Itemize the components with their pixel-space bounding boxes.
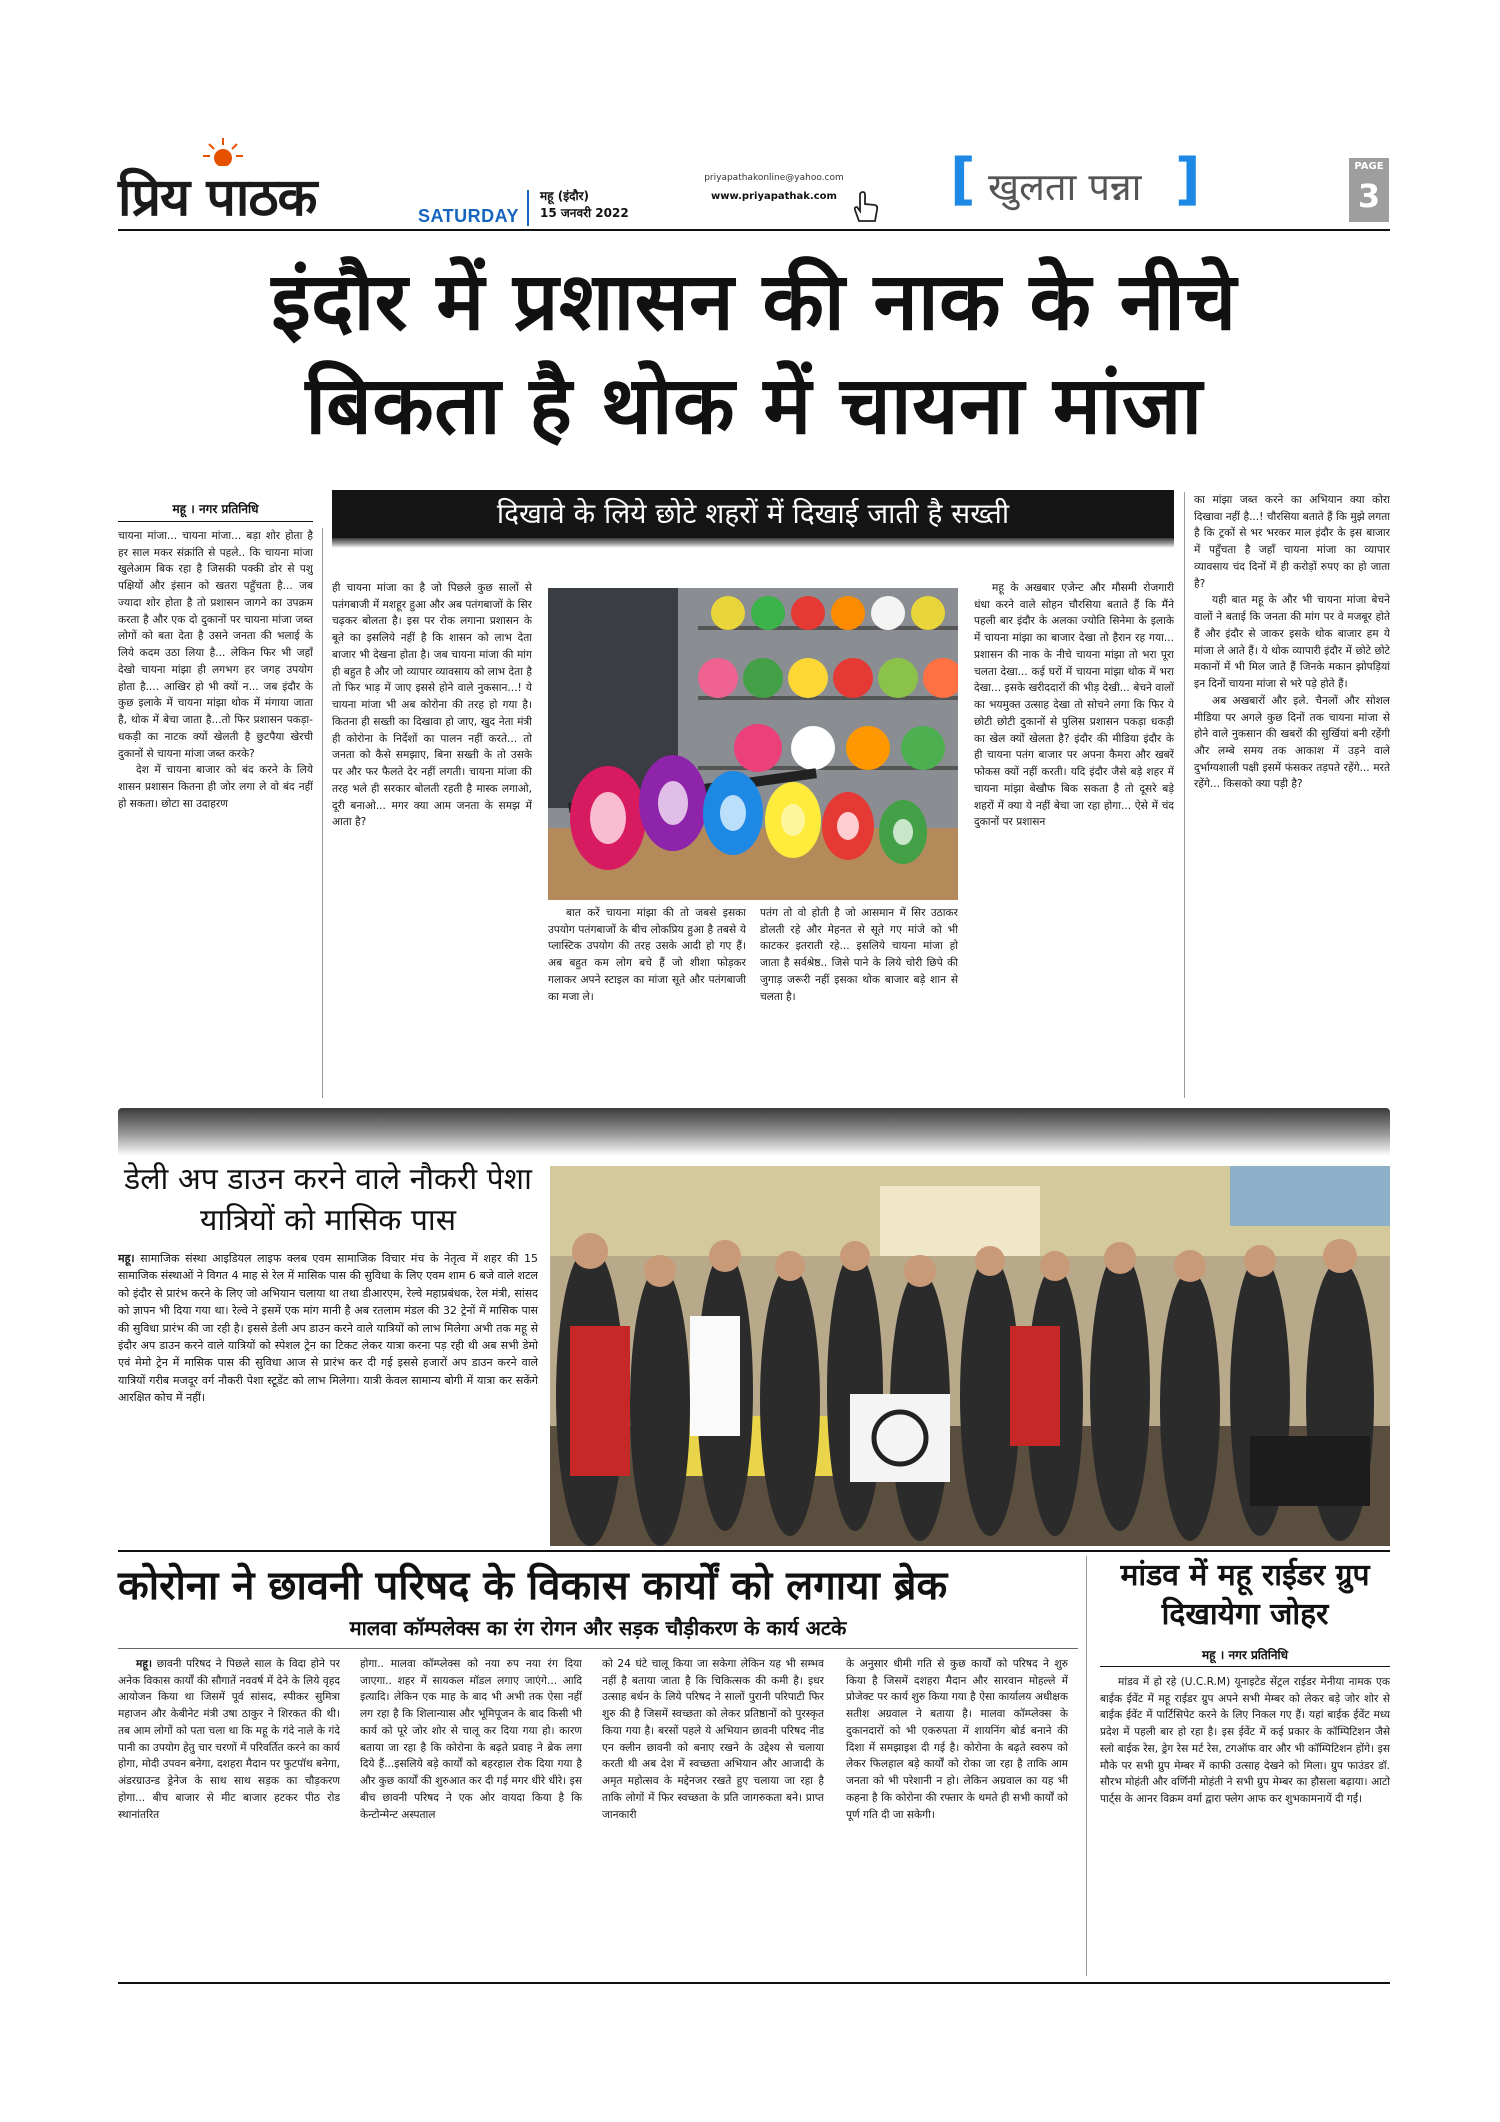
rider-byline-rule	[1100, 1666, 1390, 1667]
lead-column-5	[974, 580, 1174, 1098]
corona-story-headline: कोरोना ने छावनी परिषद के विकास कार्यों को लगाया ब्रेक	[118, 1563, 948, 1609]
place-label: महू (इंदौर)	[540, 189, 589, 203]
rider-group-photo	[550, 1166, 1390, 1546]
banner-shadow	[332, 538, 1174, 548]
rider-story-para: मांडव में हो रहे (U.C.R.M) यूनाइटेड सेंट्रल राईडर मेनीया नामक एक बाईक ईवेंट में महू राईडर ग्रुप अपने सभी मेम्बर को लेकर बड़े जोर शोर से बाईक ईवेंट में पार्टिसिपेट करने के लिए निकल गए हैं। यहां बाईक ईवेंट मध्य प्रदेश में पहली बार हो रहा है। इस ईवेंट में कई प्रकार के कॉम्पिटिशन जैसे स्लो बाईक रेस, ड्रेग रेस मर्ट रेस, टगऑफ वार और भी कॉम्पिटिशन होंगे। इस मौके पर सभी ग्रुप मेम्बर में काफी उत्साह देखने को मिला। ग्रुप फाउंडर डॉ. सौरभ मोहंती और वर्णिनी मोहंती ने सभी ग्रुप मेम्बर का हौसला बढ़ाया। आटो पार्ट्स के आनर विक्रम वर्मा द्वारा फ्लेग आफ कर शुभकामनायें दी गईं।	[1100, 1676, 1390, 1806]
masthead	[0, 147, 1500, 230]
website-link[interactable]: www.priyapathak.com	[711, 191, 837, 203]
lead-col6-para2: यही बात महू के और भी चायना मांजा बेचने वालों ने बताई कि जनता की मांग पर वे मजबूर होते हैं और इंदौर से जाकर इसके थोक बाजार हम ये मांजा ले आते हैं। ये थोक व्यापारी इंदौर में छोटे छोटे मकानों में भी मिल जाते हैं जिनके मकान झोपड़ियां इन दिनों चायना मांजा से भरे पड़े होते हैं।	[1194, 594, 1390, 691]
bracket-right-icon: ]	[1175, 147, 1201, 212]
page-bottom-rule	[118, 1982, 1390, 1984]
pointer-hand-icon	[850, 190, 880, 224]
kite-spool-photo	[548, 588, 958, 900]
manjha-reels-image	[548, 588, 958, 900]
section-name: खुलता पन्ना	[988, 165, 1142, 209]
lead-col3-para: बात करें चायना मांझा की तो जबसे इसका उपयोग पतंगबाजों के बीच लोकप्रिय हुआ है तबसे ये प्लास्टिक उपयोग की तरह उसके आदी हो गए हैं। अब बहुत कम लोग बचे हैं जो शीशा फोड़कर गलाकर अपने स्टाइल का मांजा सूते और पतंगबाजी का मजा ले।	[548, 907, 746, 1003]
corona-col1-text	[118, 1656, 340, 1823]
corona-story-subhead: मालवा कॉम्पलेक्स का रंग रोगन और सड़क चौड़ीकरण के कार्य अटके	[349, 1616, 847, 1640]
lead-col6-para1: का मांझा जब्त करने का अभियान क्या कोरा दिखावा नहीं है...! चौरसिया बताते हैं कि मुझे लगता है कि ट्रकों से भर भरकर माल इंदौर के इस बाजार में पहुँचता है जहाँ चायना मांजा का व्यापार व्यावसाय चंद दिनों में ही करोड़ों रुपए का हो जाता है?	[1194, 494, 1390, 590]
lead-col1-para1: चायना मांजा... चायना मांजा... बड़ा शोर होता है हर साल मकर संक्रांति से पहले.. कि चायना मांजा खुलेआम बिक रहा है जिसकी पक्की डोर से पशु पक्षियों और इंसान को खतरा पहुँचता है... जब ज्यादा शोर होता है तो प्रशासन जागने का उपक्रम करता है और एक दो दुकानों पर चायना मांजा जब्त लोगों को बता देता है उसने जनता की भलाई के लिये कदम उठा लिया है... लेकिन फिर भी जहाँ देखो चायना मांझा ही लगभग हर जगह उपयोग होता है.... आखिर हो भी क्यों न... जब इंदौर के कुछ इलाके में चायना मांझा थोक में मंगाया जाता है, थोक में बेचा जाता है...तो फिर प्रशासन पकड़ा- धकड़ी का नाटक क्यों खेलती है छुटपैया खेरची दुकानों से चायना मांजा जब्त करके?	[118, 530, 313, 760]
weekday-label: SATURDAY	[418, 206, 520, 226]
corona-lead: महू।	[136, 1658, 152, 1670]
lead-headline-line1: इंदौर में प्रशासन की नाक के नीचे	[271, 255, 1237, 348]
group-photo-image	[550, 1166, 1390, 1546]
pass-story-body	[118, 1250, 538, 1542]
pass-story-headline: डेली अप डाउन करने वाले नौकरी पेशा यात्रियों को मासिक पास	[124, 1162, 532, 1238]
date-label: 15 जनवरी 2022	[540, 206, 629, 221]
corona-col4-para: के अनुसार धीमी गति से कुछ कार्यों को परिषद ने शुरु किया है जिसमें दशहरा मैदान और सारवान मोहल्ले में प्रोजेक्ट पर कार्य शुरु किया गया है ऐसा कार्यालय अधीक्षक सतीश अग्रवाल ने बताया है। मालवा कॉम्प्लेक्स के दुकानदारों को भी एकरुपता में शायनिंग बोर्ड बनाने की दिशा में समझाइश दी गई है। कोरोना के बढ़ते स्वरुप को लेकर फिलहाल बड़े कार्यों को रोका जा रहा है ताकि आम जनता को भी परेशानी न हो। लेकिन अग्रवाल का यह भी कहना है कि कोरोना की रफ्तार के थमते ही सभी कार्यों को पूर्ण गति दी जा सकेगी।	[846, 1658, 1068, 1821]
section-tag	[950, 147, 1210, 216]
lead-column-6	[1194, 492, 1390, 1098]
byline-rule	[118, 521, 313, 522]
masthead-rule	[118, 229, 1390, 231]
dateline	[540, 188, 629, 223]
lead-column-2	[332, 580, 532, 1098]
pass-story-para: सामाजिक संस्था आइडियल लाइफ क्लब एवम सामाजिक विचार मंच के नेतृत्व में शहर की 15 सामाजिक संस्थाओं ने विगत 4 माह से रेल में मासिक पास की सुविधा के लिए एवम शाम 6 बजे वाले शटल को इंदौर से प्रारंभ करने के लिए जो अभियान चलाया था तथा डीआरएम, रेल्वे महाप्रबंधक, रेल मंत्री, सांसद को ज्ञापन भी दिया गया था। रेल्वे ने इसमें एक मांग मानी है अब रतलाम मंडल की 32 ट्रेनों में मासिक पास की सुविधा प्रारंभ की जा रही है। इससे डेली अप डाउन करने वाले यात्रियों को लाभ मिलेगा अभी तक महू से इंदौर अप डाउन करने वाले यात्रियों को स्पेशल ट्रेन का टिकट लेकर यात्रा करना पड़ रही थी अब सभी डेमो एवं मेमो ट्रेन में मासिक पास की सुविधा आज से प्रारंभ कर दी गई इससे हजारों अप डाउन करने वाले यात्रियों गरीब मजदूर वर्ग नौकरी पेशा स्टूडेंट को लाभ मिलेगा। यात्री केवल सामान्य बोगी में यात्रा कर सकेंगे आरक्षित कोच में नहीं।	[118, 1252, 538, 1404]
corona-column-2	[360, 1656, 582, 1976]
lead-byline	[118, 500, 313, 522]
lead-headline	[118, 250, 1390, 458]
byline-text: महू । नगर प्रतिनिधि	[172, 502, 259, 516]
corona-column-3	[602, 1656, 824, 1976]
pass-story-lead: महू।	[118, 1252, 135, 1265]
page-number-box	[1349, 158, 1389, 222]
corona-column-1	[118, 1656, 340, 1976]
dateline-rule	[527, 190, 529, 226]
lead-banner: दिखावे के लिये छोटे शहरों में दिखाई जाती है सख्ती	[332, 490, 1174, 538]
lead-column-1	[118, 528, 313, 1098]
lead-col5-para: महू के अखबार एजेन्ट और मौसमी रोजगारी धंधा करने वाले सोहन चौरसिया बताते हैं कि मैंने पहली बार इंदौर के अलका ज्योति सिनेमा के इलाके में चायना मांझा का बाजार देखा तो हैरान रह गया... प्रशासन की नाक के नीचे चायना मांझा तो भरा पूरा चलता देखा... कई घरों में चायना मांझा थोक में भरा देखा... इसके खरीददारों की भीड़ देखी... बेचने वालों का भयमुक्त उत्साह देखा तो सोचने लगा कि फिर ये छोटी छोटी दुकानों से पुलिस प्रशासन पकड़ा धकड़ी का खेल क्यों खेलता है? इंदौर की मीडिया इंदौर के ही चायना पतंग बाजार पर अपना कैमरा और खबरें फोकस क्यों नहीं करती। यदि इंदौर जैसे बड़े शहर में चायना मांझा बेखौफ बिक सकता है तो दूसरे बड़े शहरों में क्या ये नहीं बेचा जा रहा होगा... ऐसे में चंद दुकानों पर प्रशासन	[974, 582, 1174, 829]
corona-subhead-rule	[118, 1648, 1078, 1649]
column-divider	[1184, 492, 1185, 1098]
lead-col4-para: पतंग तो वो होती है जो आसमान में सिर उठाकर डोलती रहे और मेहनत से सूते गए मांजे को भी काटकर इतराती रहे... इसलिये चायना मांजा हो जाता है सर्वश्रेष्ठ.. जिसे पाने के लिये चोरी छिपे की जुगाड़ जरूरी नहीं इसका थोक बाजार बड़े शान से चलता है।	[760, 907, 958, 1003]
newspaper-logo	[118, 160, 388, 228]
corona-col2-para: होगा.. मालवा कॉम्प्लेक्स को नया रुप नया रंग दिया जाएगा.. शहर में सायकल मॉडल लगाए जाएंगे... आदि इत्यादि। लेकिन एक माह के बाद भी अभी तक ऐसा नहीं लग रहा है कि शिलान्यास और भूमिपूजन के बाद किसी भी कार्य को पूरे जोर शोर से चालू कर दिया गया हो। कारण बताया जा रहा है कि कोरोना के बढ़ते प्रवाह ने ब्रेक लगा दिये हैं...इसलिये बड़े कार्यों को बहरहाल रोक दिया गया है और कुछ कार्यों की शुरुआत कर दी गई मगर धीरे धीरे। इस बीच छावनी परिषद ने एक ओर वायदा किया है कि केन्टोन्मेन्ट अस्पताल	[360, 1658, 582, 1821]
column-divider	[322, 528, 323, 1098]
lead-headline-line2: बिकता है थोक में चायना मांजा	[305, 359, 1203, 452]
rider-story-headline: मांडव में महू राईडर ग्रुप दिखायेगा जोहर	[1120, 1558, 1370, 1632]
page-label: PAGE	[1354, 161, 1384, 172]
corona-col3-para: को 24 घंटे चालू किया जा सकेगा लेकिन यह भी सम्भव नहीं है बताया जाता है कि चिकित्सक की कमी है। इधर उत्साह बर्धन के लिये परिषद ने सालों पुरानी परिपाटी फिर शुरु की है जिसमें स्वच्छता को लेकर प्रतिष्ठानों को पुरस्कृत किया गया है। बरसों पहले ये अभियान छावनी परिषद नीड एन क्लीन छावनी को बनाए रखने के उद्देश्य से चलाया करती थी अब देश में स्वच्छता अभियान और आजादी के अमृत महोत्सव के मद्देनजर रखते हुए चलाया जा रहा है ताकि लोगों में फिर स्वच्छता के प्रति जागरुकता बने। प्राप्त जानकारी	[602, 1658, 824, 1821]
lead-col6-para3: अब अखबारों और इले. चैनलों और सोशल मीडिया पर अगले कुछ दिनों तक चायना मांजा से होने वाले नुकसान की खबरों की सुर्खियां बनी रहेंगी और लम्बे समय तक आकाश में उड़ने वाले दुर्भाग्यशाली पक्षी इसमें फंसकर तड़पते रहेंगे... मरते रहेंगे... किसको क्या पड़ी है?	[1194, 694, 1390, 791]
section-divider-shadow	[118, 1108, 1390, 1156]
section-rule	[118, 1550, 1390, 1552]
lead-column-4	[760, 905, 958, 1098]
email-link[interactable]: priyapathakonline@yahoo.com	[704, 173, 844, 183]
temple-sun-icon	[200, 136, 246, 166]
rider-story-byline: महू । नगर प्रतिनिधि	[1202, 1648, 1288, 1662]
bracket-left-icon: [	[950, 147, 976, 212]
corona-column-4	[846, 1656, 1068, 1976]
lead-col1-para2: देश में चायना बाजार को बंद करने के लिये शासन प्रशासन कितना ही जोर लगा ले वो बंद नहीं हो सकता। छोटा सा उदाहरण	[118, 764, 313, 810]
rider-story-body	[1100, 1674, 1390, 1974]
pass-story-text	[118, 1250, 538, 1406]
corona-col1-para: छावनी परिषद ने पिछले साल के विदा होने पर अनेक विकास कार्यों की सौगातें नववर्ष में देने के लिये वृहद आयोजन किया था जिसमें पूर्व सांसद, स्पीकर सुमित्रा महाजन और केबीनेट मंत्री उषा ठाकुर ने शिरकत की थी। तब आम लोगों को पता चला था कि महू के गंदे नाले के गंदे पानी का उपयोग हेतु चार चरणों में परिवर्तित करने का कार्य होगा, मोदी उपवन बनेगा, दशहरा मैदान पर फुटपॉथ बनेगा, अंडरग्राउन्ड ड्रेनेज के साथ साथ सड़क का चौड़करण होगा... बीच बाजार से मीट बाजार हटकर पीठ रोड स्थानांतरित	[118, 1658, 340, 1821]
column-divider	[1086, 1556, 1087, 1976]
lead-col2-para: ही चायना मांजा का है जो पिछले कुछ सालों से पतंगबाजी में मशहूर हुआ और अब पतंगबाजों के सिर चढ़कर बोलता है। इस पर रोक लगाना प्रशासन के बूते का इसलिये नहीं है कि शासन को लाभ देता बाजार भी देखना होता है। जब चायना मांजा की मांग ही बहुत है और जो व्यापार व्यावसाय को लाभ देता है तो फिर भाड़ में जाए इससे होने वाले नुकसान...! ये चायना मांजा भी अब कोरोना की तरह हो गया है। कितना ही सख्ती का दिखावा हो जाए, खुद नेता मंत्री ही कोरोना के निर्देशों का पालन नहीं करते... तो जनता को कैसे समझाए, बिना सख्ती के तो उसके पर और फर फैलते देर नहीं लगती। चायना मांजा की तरह भले ही सरकार बोलती रहती है मास्क लगाओ, दूरी बनाओ... मगर क्या आम जनता के समझ में आता है?	[332, 582, 532, 829]
page-number: 3	[1357, 177, 1381, 215]
contact-box	[694, 170, 854, 206]
logo-text: प्रिय पाठक	[118, 167, 317, 228]
lead-column-3	[548, 905, 746, 1098]
